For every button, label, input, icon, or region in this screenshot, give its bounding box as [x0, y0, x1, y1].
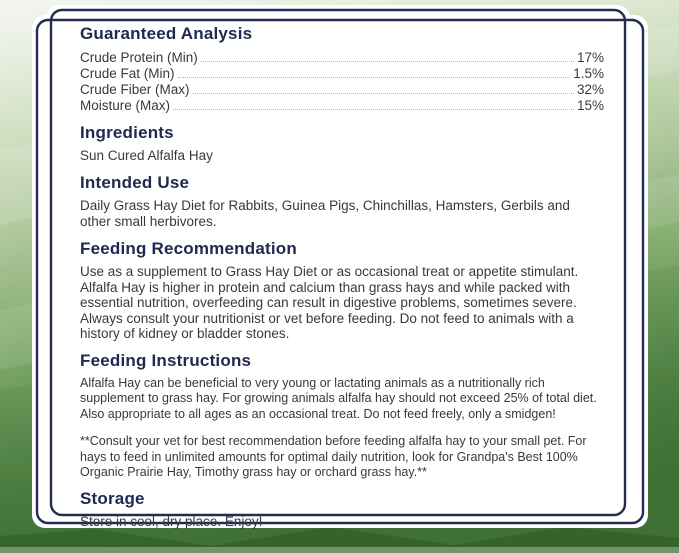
intended-use-text: Daily Grass Hay Diet for Rabbits, Guinea Pigs, Chinchillas, Hamsters, Gerbils and other small herbivores.	[80, 198, 570, 229]
feeding-instructions-text: Alfalfa Hay can be beneficial to very young or lactating animals as a nutritionally rich supplement to grass hay. For growing animals alfalfa hay should not exceed 25% of total diet. Also appropriate to all ages as an occasional treat. Do not feed freely, only a smidgen!	[80, 375, 597, 421]
section-heading-feeding-recommendation: Feeding Recommendation	[80, 239, 297, 258]
dotted-leader	[201, 60, 574, 62]
analysis-label: Crude Fat (Min)	[80, 66, 175, 81]
ingredients-text: Sun Cured Alfalfa Hay	[80, 148, 213, 163]
bottom-light-strip	[0, 547, 679, 553]
analysis-label: Moisture (Max)	[80, 98, 171, 113]
table-row	[80, 50, 604, 66]
storage-text: Store in cool, dry place. Enjoy!	[80, 514, 263, 530]
table-row	[80, 66, 604, 82]
analysis-value: 32%	[576, 82, 604, 97]
section-heading-storage: Storage	[80, 489, 145, 509]
analysis-value: 15%	[576, 98, 604, 113]
label-content	[80, 24, 604, 530]
analysis-value: 1.5%	[573, 66, 604, 81]
feeding-instructions-note: **Consult your vet for best recommendation before feeding alfalfa hay to your small pet. For hays to feed in unlimited amounts for optimal daily nutrition, look for Grandpa's Best 100% Organic Prairie Hay, Timothy grass hay or orchard grass hay.**	[80, 434, 587, 479]
dotted-leader	[178, 76, 571, 78]
section-heading-guaranteed-analysis: Guaranteed Analysis	[80, 24, 253, 43]
analysis-value: 17%	[576, 50, 604, 65]
section-heading-ingredients: Ingredients	[80, 123, 174, 142]
guaranteed-analysis-table	[80, 50, 604, 114]
section-heading-intended-use: Intended Use	[80, 173, 190, 192]
dotted-leader	[173, 108, 574, 110]
section-heading-feeding-instructions: Feeding Instructions	[80, 350, 252, 370]
table-row	[80, 98, 604, 114]
table-row	[80, 82, 604, 98]
dotted-leader	[193, 92, 574, 94]
analysis-label: Crude Protein (Min)	[80, 50, 198, 65]
feeding-recommendation-text: Use as a supplement to Grass Hay Diet or as occasional treat or appetite stimulant. Alfalfa Hay is higher in protein and calcium than grass hays and while packed with essential nutrition, overfeeding can result in digestive problems, sometimes severe. Always consult your nutritionist or vet before feeding. Do not feed to animals with a history of kidney or bladder stones.	[80, 264, 579, 342]
analysis-label: Crude Fiber (Max)	[80, 82, 190, 97]
